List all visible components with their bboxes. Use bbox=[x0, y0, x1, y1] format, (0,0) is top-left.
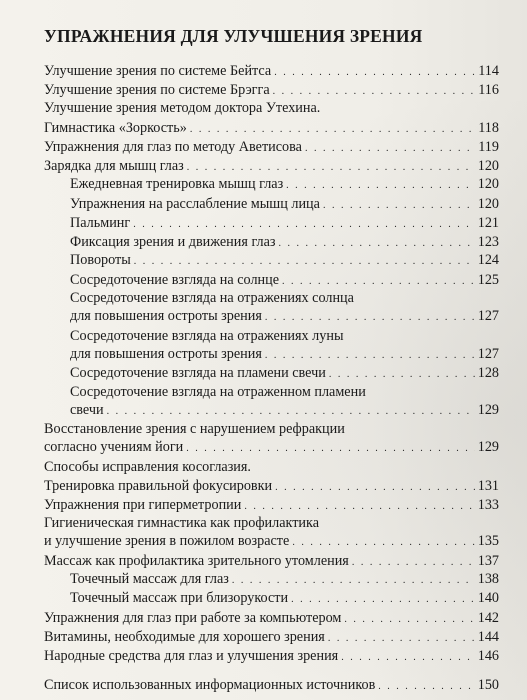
toc-leader-dots bbox=[186, 440, 474, 458]
toc-entry-page: 140 bbox=[477, 590, 499, 606]
toc-entry bbox=[70, 589, 499, 607]
toc-entry-page: 120 bbox=[477, 196, 499, 212]
toc-leader-dots bbox=[378, 678, 474, 696]
toc-leader-dots bbox=[265, 347, 475, 365]
toc-entry-page: 129 bbox=[477, 402, 499, 418]
toc-entry-page: 137 bbox=[477, 553, 499, 569]
toc-entry-title: Упражнения при гиперметропии bbox=[44, 497, 242, 513]
toc-entry-title: для повышения остроты зрения bbox=[70, 308, 262, 324]
toc-entry-page: 150 bbox=[477, 677, 499, 693]
toc-entry-page: 120 bbox=[477, 158, 499, 174]
toc-entry-title: Точечный массаж при близорукости bbox=[70, 590, 289, 606]
toc-entry bbox=[70, 271, 499, 289]
toc-entry-page: 119 bbox=[478, 139, 499, 155]
toc-entry-page: 129 bbox=[477, 439, 499, 455]
toc-leader-dots bbox=[341, 649, 475, 667]
toc-entry-title: Сосредоточение взгляда на пламени свечи bbox=[70, 365, 326, 381]
toc-entry-title: Сосредоточение взгляда на отражениях солнца bbox=[70, 290, 354, 306]
toc-entry-page: 124 bbox=[477, 252, 499, 268]
toc-entry-title: Сосредоточение взгляда на отражениях луны bbox=[70, 328, 344, 344]
toc-leader-dots bbox=[291, 591, 475, 609]
toc-entry bbox=[44, 552, 499, 570]
toc-entry-title: Упражнения для глаз по методу Аветисова bbox=[44, 139, 302, 155]
toc-entry bbox=[70, 327, 499, 345]
toc-entry bbox=[44, 514, 499, 532]
toc-entry-title: Народные средства для глаз и улучшения зрения bbox=[44, 648, 339, 664]
toc-entry-page: 133 bbox=[477, 497, 499, 513]
toc-entry bbox=[70, 289, 499, 307]
toc-entry-page: 135 bbox=[477, 533, 499, 549]
toc-entry-title: Зарядка для мышц глаз bbox=[44, 158, 184, 174]
toc-entry-title: Массаж как профилактика зрительного утомления bbox=[44, 553, 349, 569]
toc-entry bbox=[44, 81, 499, 99]
toc-leader-dots bbox=[275, 479, 475, 497]
toc-entry-title: Фиксация зрения и движения глаз bbox=[70, 234, 276, 250]
toc-leader-dots bbox=[328, 630, 475, 648]
toc-entry-page: 144 bbox=[477, 629, 499, 645]
toc-entry bbox=[44, 477, 499, 495]
toc-entry-title: Сосредоточение взгляда на солнце bbox=[70, 272, 280, 288]
toc-entry-page: 127 bbox=[477, 308, 499, 324]
toc-entry bbox=[44, 628, 499, 646]
toc-entry bbox=[70, 233, 499, 251]
toc-leader-dots bbox=[232, 572, 475, 590]
toc-leader-dots bbox=[344, 611, 474, 629]
toc-leader-dots bbox=[274, 64, 475, 82]
toc-entry-page: 142 bbox=[477, 610, 499, 626]
toc-entry-title: Гимнастика «Зоркость» bbox=[44, 120, 187, 136]
toc-entry-title: Ежедневная тренировка мышц глаз bbox=[70, 176, 284, 192]
toc-leader-dots bbox=[305, 140, 475, 158]
toc-entry-title: Упражнения на расслабление мышц лица bbox=[70, 196, 320, 212]
toc-entry-page: 131 bbox=[477, 478, 499, 494]
toc-entry bbox=[70, 570, 499, 588]
toc-entry-title: Пальминг bbox=[70, 215, 131, 231]
toc-entry-page: 125 bbox=[477, 272, 499, 288]
section-heading: УПРАЖНЕНИЯ ДЛЯ УЛУЧШЕНИЯ ЗРЕНИЯ bbox=[44, 26, 423, 46]
toc-entry bbox=[44, 496, 499, 514]
toc-entry-page: 116 bbox=[478, 82, 499, 98]
toc-entry bbox=[44, 420, 499, 438]
toc-entry bbox=[44, 532, 499, 550]
toc-leader-dots bbox=[134, 253, 475, 271]
toc-leader-dots bbox=[265, 309, 475, 327]
toc-entry-title: свечи bbox=[70, 402, 104, 418]
toc-entry bbox=[44, 676, 499, 694]
toc-entry-page: 128 bbox=[477, 365, 499, 381]
toc-entry-title: Точечный массаж для глаз bbox=[70, 571, 229, 587]
toc-entry-page: 118 bbox=[478, 120, 499, 136]
toc-entry-title: Улучшение зрения по системе Брэгга bbox=[44, 82, 270, 98]
toc-entry-page: 123 bbox=[477, 234, 499, 250]
toc-entry-title: Способы исправления косоглазия. bbox=[44, 459, 251, 475]
toc-leader-dots bbox=[323, 197, 475, 215]
toc-entry-title: согласно учениям йоги bbox=[44, 439, 184, 455]
toc-entry-page: 138 bbox=[477, 571, 499, 587]
toc-entry-page: 127 bbox=[477, 346, 499, 362]
toc-entry-title: Список использованных информационных источников bbox=[44, 677, 376, 693]
toc-entry bbox=[44, 157, 499, 175]
toc-leader-dots bbox=[133, 216, 475, 234]
toc-leader-dots bbox=[286, 177, 475, 195]
toc-entry bbox=[70, 195, 499, 213]
toc-leader-dots bbox=[292, 534, 474, 552]
toc-entry bbox=[70, 364, 499, 382]
toc-entry-page: 146 bbox=[477, 648, 499, 664]
toc-entry-page: 114 bbox=[478, 63, 499, 79]
toc-entry-title: Упражнения для глаз при работе за компьютером bbox=[44, 610, 342, 626]
toc-entry-title: Повороты bbox=[70, 252, 131, 268]
toc-entry bbox=[44, 138, 499, 156]
toc-entry-title: Сосредоточение взгляда на отраженном пламени bbox=[70, 384, 366, 400]
toc-entry bbox=[70, 401, 499, 419]
toc-entry-title: и улучшение зрения в пожилом возрасте bbox=[44, 533, 290, 549]
toc-entry-title: Гигиеническая гимнастика как профилактика bbox=[44, 515, 319, 531]
toc-entry bbox=[70, 214, 499, 232]
toc-entry bbox=[44, 458, 499, 476]
toc-entry bbox=[44, 62, 499, 80]
toc-entry bbox=[44, 119, 499, 137]
toc-entry-title: для повышения остроты зрения bbox=[70, 346, 262, 362]
toc-entry-title: Восстановление зрения с нарушением рефракции bbox=[44, 421, 345, 437]
toc-entry-page: 120 bbox=[477, 176, 499, 192]
toc-entry bbox=[44, 647, 499, 665]
toc-entry bbox=[70, 251, 499, 269]
toc-entry bbox=[70, 345, 499, 363]
toc-entry-title: Тренировка правильной фокусировки bbox=[44, 478, 273, 494]
toc-leader-dots bbox=[107, 403, 475, 421]
toc-entry-title: Витамины, необходимые для хорошего зрения bbox=[44, 629, 325, 645]
toc-entry bbox=[70, 307, 499, 325]
toc-leader-dots bbox=[329, 366, 475, 384]
toc-entry bbox=[44, 99, 499, 117]
toc-entry-title: Улучшение зрения методом доктора Утехина. bbox=[44, 100, 321, 116]
toc-leader-dots bbox=[190, 121, 475, 139]
toc-entry bbox=[44, 438, 499, 456]
toc-entry bbox=[70, 383, 499, 401]
toc-entry-page: 121 bbox=[477, 215, 499, 231]
toc-entry-title: Улучшение зрения по системе Бейтса bbox=[44, 63, 272, 79]
toc-entry bbox=[44, 609, 499, 627]
toc-entry bbox=[70, 175, 499, 193]
